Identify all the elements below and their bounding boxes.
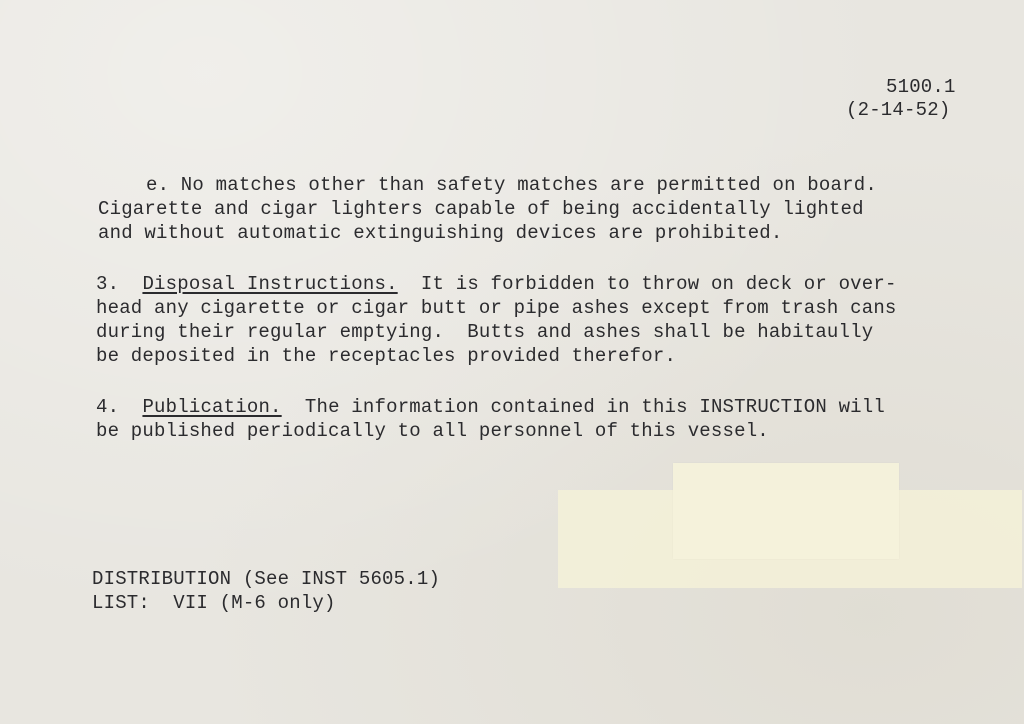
para-3-line-3: during their regular emptying. Butts and ashes shall be habitaully — [96, 321, 874, 343]
para-4-line-2: be published periodically to all personnel of this vessel. — [96, 420, 769, 442]
para-3-number: 3. — [96, 273, 120, 295]
distribution-list: LIST: VII (M-6 only) — [92, 592, 336, 614]
distribution-line: DISTRIBUTION (See INST 5605.1) — [92, 568, 441, 590]
para-3-line-1 — [96, 273, 897, 295]
para-e-line-1: e. No matches other than safety matches are permitted on board. — [146, 174, 877, 196]
para-4-number: 4. — [96, 396, 120, 418]
paper-patch-overlay — [673, 463, 899, 559]
para-e-line-2: Cigarette and cigar lighters capable of being accidentally lighted — [98, 198, 864, 220]
para-4-line-1 — [96, 396, 885, 418]
para-3-line-4: be deposited in the receptacles provided therefor. — [96, 345, 677, 367]
doc-number: 5100.1 — [886, 76, 956, 98]
para-4-line-1-text: The information contained in this INSTRUCTION will — [304, 396, 885, 418]
para-e-line-3: and without automatic extinguishing devices are prohibited. — [98, 222, 783, 244]
para-3-heading: Disposal Instructions. — [142, 273, 398, 295]
para-3-line-2: head any cigarette or cigar butt or pipe ashes except from trash cans — [96, 297, 897, 319]
doc-date: (2-14-52) — [846, 99, 951, 121]
para-4-heading: Publication. — [142, 396, 282, 418]
para-3-line-1-text: It is forbidden to throw on deck or over- — [420, 273, 897, 295]
